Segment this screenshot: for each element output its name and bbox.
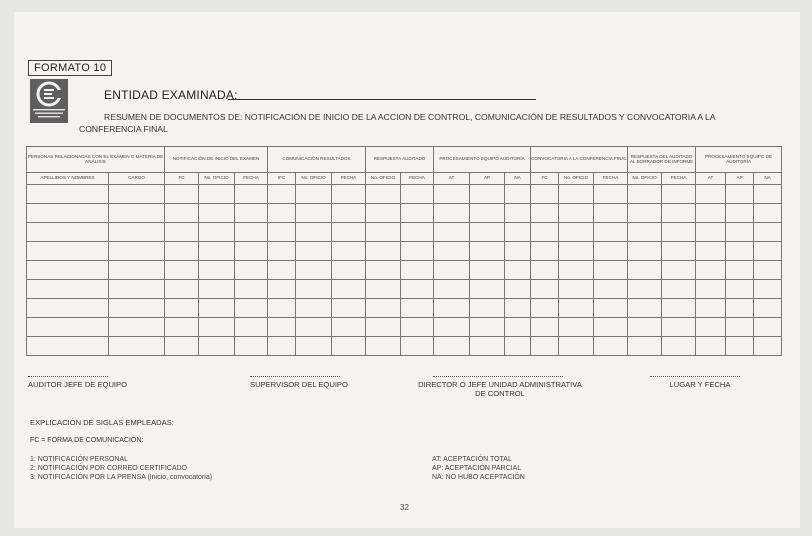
- table-cell: [199, 318, 235, 337]
- table-cell: [696, 337, 726, 356]
- table-cell: [696, 185, 726, 204]
- table-cell: [434, 261, 470, 280]
- table-cell: [434, 299, 470, 318]
- table-cell: [754, 223, 782, 242]
- table-row: [27, 337, 782, 356]
- signature-line: [28, 376, 108, 377]
- table-cell: [696, 299, 726, 318]
- table-cell: [268, 204, 296, 223]
- table-cell: [559, 223, 594, 242]
- table-cell: [109, 337, 165, 356]
- table-cell: [470, 261, 505, 280]
- table-cell: [235, 261, 268, 280]
- table-cell: [696, 223, 726, 242]
- lugar-signature: [650, 376, 760, 389]
- table-cell: [531, 280, 559, 299]
- director-label: DIRECTOR O JEFE UNIDAD ADMINISTRATIVA: [418, 380, 582, 389]
- table-cell: [109, 280, 165, 299]
- table-cell: [726, 299, 754, 318]
- table-cell: [296, 185, 332, 204]
- column-header: FECHA: [401, 173, 434, 185]
- table-cell: [401, 185, 434, 204]
- table-cell: [109, 185, 165, 204]
- table-cell: [505, 185, 531, 204]
- list-item: 2: NOTIFICACIÓN POR CORREO CERTIFICADO: [30, 465, 187, 472]
- table-cell: [662, 242, 696, 261]
- table-cell: [199, 242, 235, 261]
- table-cell: [332, 261, 366, 280]
- group-header: PROCESAMIENTO EQUIPO DE AUDITORÍA: [696, 147, 782, 173]
- table-cell: [531, 223, 559, 242]
- table-cell: [332, 242, 366, 261]
- table-cell: [754, 280, 782, 299]
- column-header: FECHA: [662, 173, 696, 185]
- table-cell: [470, 242, 505, 261]
- table-cell: [434, 242, 470, 261]
- list-item: AT: ACEPTACIÓN TOTAL: [432, 456, 512, 463]
- column-header: AP: [726, 173, 754, 185]
- table-cell: [559, 280, 594, 299]
- form-label: FORMATO 10: [28, 60, 112, 76]
- table-cell: [754, 318, 782, 337]
- table-row: [27, 185, 782, 204]
- table-cell: [662, 185, 696, 204]
- table-cell: [726, 185, 754, 204]
- table-cell: [401, 242, 434, 261]
- group-header: COMUNICACIÓN RESULTADOS: [268, 147, 366, 173]
- table-cell: [296, 318, 332, 337]
- table-cell: [662, 280, 696, 299]
- table-cell: [199, 223, 235, 242]
- table-cell: [505, 280, 531, 299]
- table-cell: [401, 337, 434, 356]
- table-cell: [332, 299, 366, 318]
- table-cell: [401, 261, 434, 280]
- column-header: NA: [505, 173, 531, 185]
- table-cell: [559, 299, 594, 318]
- table-cell: [470, 223, 505, 242]
- table-cell: [235, 318, 268, 337]
- table-cell: [199, 337, 235, 356]
- table-cell: [594, 299, 628, 318]
- table-cell: [235, 337, 268, 356]
- table-cell: [268, 280, 296, 299]
- table-cell: [505, 337, 531, 356]
- table-cell: [754, 204, 782, 223]
- table-cell: [268, 337, 296, 356]
- table-cell: [754, 299, 782, 318]
- table-cell: [628, 299, 662, 318]
- table-cell: [109, 261, 165, 280]
- table-cell: [235, 242, 268, 261]
- column-header: No. OFICIO: [199, 173, 235, 185]
- table-cell: [268, 261, 296, 280]
- table-cell: [366, 242, 401, 261]
- table-cell: [165, 204, 199, 223]
- table-cell: [199, 204, 235, 223]
- list-item: AP: ACEPTACIÓN PARCIAL: [432, 465, 522, 472]
- table-cell: [662, 261, 696, 280]
- list-item: 1: NOTIFICACIÓN PERSONAL: [30, 456, 129, 463]
- table-cell: [696, 261, 726, 280]
- auditor-signature: [28, 376, 138, 389]
- table-cell: [531, 337, 559, 356]
- column-header: AT: [696, 173, 726, 185]
- table-cell: [470, 204, 505, 223]
- table-cell: [109, 299, 165, 318]
- column-header: CARGO: [109, 173, 165, 185]
- table-cell: [366, 185, 401, 204]
- group-header: NOTIFICACIÓN DE INICIO DEL EXAMEN: [165, 147, 268, 173]
- table-cell: [235, 299, 268, 318]
- table-cell: [165, 185, 199, 204]
- column-header: No. OFICIO: [559, 173, 594, 185]
- director-signature: [405, 376, 595, 398]
- column-header: APELLIDOS Y NOMBRES: [27, 173, 109, 185]
- table-cell: [235, 280, 268, 299]
- table-cell: [332, 223, 366, 242]
- table-cell: [628, 204, 662, 223]
- table-cell: [662, 204, 696, 223]
- table-cell: [366, 299, 401, 318]
- table-row: [27, 223, 782, 242]
- table-row: [27, 261, 782, 280]
- table-cell: [594, 242, 628, 261]
- table-cell: [662, 299, 696, 318]
- explicacion-title: EXPLICACIÓN DE SIGLAS EMPLEADAS:: [30, 418, 174, 427]
- table-cell: [696, 280, 726, 299]
- contraloria-seal-icon: [30, 79, 68, 123]
- table-cell: [27, 261, 109, 280]
- notification-list: [30, 455, 212, 482]
- table-cell: [726, 223, 754, 242]
- table-cell: [109, 318, 165, 337]
- acceptance-list: [432, 455, 525, 482]
- table-cell: [531, 261, 559, 280]
- table-cell: [531, 242, 559, 261]
- table-cell: [628, 185, 662, 204]
- table-cell: [401, 280, 434, 299]
- table-cell: [401, 299, 434, 318]
- signature-line: [650, 376, 740, 377]
- group-header: PERSONAS RELACIONADAS CON EL EXAMEN O MATERIA DE ANÁLISIS: [27, 147, 165, 173]
- table-cell: [470, 280, 505, 299]
- table-row: [27, 299, 782, 318]
- list-item: 3: NOTIFICACIÓN POR LA PRENSA (Inicio, convocatoria): [30, 474, 213, 481]
- table-row: [27, 204, 782, 223]
- table-cell: [594, 204, 628, 223]
- table-cell: [531, 299, 559, 318]
- table-cell: [296, 242, 332, 261]
- table-cell: [165, 280, 199, 299]
- table-cell: [505, 204, 531, 223]
- table-cell: [754, 337, 782, 356]
- table-cell: [628, 261, 662, 280]
- column-header: NA: [754, 173, 782, 185]
- table-cell: [165, 242, 199, 261]
- table-cell: [726, 337, 754, 356]
- fc-definition: FC = FORMA DE COMUNICACIÓN:: [30, 437, 144, 444]
- column-header: IFC: [268, 173, 296, 185]
- table-cell: [199, 280, 235, 299]
- group-header: CONVOCATORIA A LA CONFERENCIA FINAL: [531, 147, 628, 173]
- table-cell: [27, 318, 109, 337]
- column-header: No. OFICIO: [628, 173, 662, 185]
- table-cell: [505, 223, 531, 242]
- table-cell: [366, 280, 401, 299]
- table-cell: [165, 299, 199, 318]
- table-cell: [268, 185, 296, 204]
- table-cell: [662, 223, 696, 242]
- supervisor-label: SUPERVISOR DEL EQUIPO: [250, 380, 348, 389]
- table-cell: [165, 337, 199, 356]
- table-cell: [199, 185, 235, 204]
- table-cell: [268, 223, 296, 242]
- table-cell: [505, 299, 531, 318]
- column-header: FECHA: [332, 173, 366, 185]
- table-cell: [109, 204, 165, 223]
- column-header: FECHA: [594, 173, 628, 185]
- table-cell: [366, 223, 401, 242]
- table-cell: [628, 318, 662, 337]
- table-cell: [726, 242, 754, 261]
- table-cell: [726, 204, 754, 223]
- table-cell: [109, 223, 165, 242]
- table-cell: [268, 242, 296, 261]
- column-header: FECHA: [235, 173, 268, 185]
- table-cell: [470, 337, 505, 356]
- table-cell: [754, 242, 782, 261]
- table-cell: [434, 223, 470, 242]
- column-header: FC: [531, 173, 559, 185]
- table-cell: [531, 204, 559, 223]
- table-row: [27, 242, 782, 261]
- auditor-label: AUDITOR JEFE DE EQUIPO: [28, 380, 128, 389]
- documents-table: [26, 146, 782, 356]
- group-header: PROCESAMIENTO EQUIPO AUDITORÍA: [434, 147, 531, 173]
- table-cell: [235, 223, 268, 242]
- table-cell: [27, 185, 109, 204]
- table-cell: [27, 280, 109, 299]
- table-cell: [434, 280, 470, 299]
- table-cell: [366, 204, 401, 223]
- table-cell: [594, 185, 628, 204]
- table-cell: [27, 299, 109, 318]
- table-cell: [235, 204, 268, 223]
- table-cell: [268, 318, 296, 337]
- table-cell: [628, 242, 662, 261]
- table-cell: [27, 337, 109, 356]
- table-cell: [662, 318, 696, 337]
- table-cell: [628, 280, 662, 299]
- table-cell: [726, 280, 754, 299]
- table-cell: [296, 280, 332, 299]
- table-cell: [696, 318, 726, 337]
- table-row: [27, 318, 782, 337]
- table-cell: [594, 337, 628, 356]
- table-cell: [726, 318, 754, 337]
- table-cell: [109, 242, 165, 261]
- table-cell: [199, 261, 235, 280]
- table-cell: [332, 204, 366, 223]
- table-cell: [505, 242, 531, 261]
- table-cell: [559, 261, 594, 280]
- lugar-label: LUGAR Y FECHA: [669, 380, 731, 389]
- column-header: No. OFICIO: [366, 173, 401, 185]
- table-cell: [505, 318, 531, 337]
- table-cell: [470, 318, 505, 337]
- table-cell: [505, 261, 531, 280]
- table-cell: [296, 261, 332, 280]
- table-cell: [296, 299, 332, 318]
- column-header: AP: [470, 173, 505, 185]
- list-item: NA: NO HUBO ACEPTACIÓN: [432, 474, 525, 481]
- column-header: FC: [165, 173, 199, 185]
- table-cell: [594, 280, 628, 299]
- group-header: RESPUESTA AUDITADO: [366, 147, 434, 173]
- table-cell: [434, 318, 470, 337]
- table-cell: [199, 299, 235, 318]
- table-cell: [165, 261, 199, 280]
- table-cell: [165, 318, 199, 337]
- table-cell: [594, 261, 628, 280]
- table-cell: [662, 337, 696, 356]
- table-cell: [332, 318, 366, 337]
- table-cell: [401, 318, 434, 337]
- table-cell: [268, 299, 296, 318]
- table-cell: [559, 318, 594, 337]
- table-cell: [754, 185, 782, 204]
- table-cell: [27, 204, 109, 223]
- table-cell: [366, 318, 401, 337]
- table-cell: [628, 223, 662, 242]
- table-cell: [434, 337, 470, 356]
- resumen-title-continued: CONFERENCIA FINAL: [79, 124, 168, 134]
- table-cell: [235, 185, 268, 204]
- table-cell: [531, 318, 559, 337]
- table-cell: [332, 185, 366, 204]
- table-cell: [332, 337, 366, 356]
- table-cell: [531, 185, 559, 204]
- table-cell: [754, 261, 782, 280]
- table-cell: [27, 242, 109, 261]
- table-cell: [434, 185, 470, 204]
- column-header: AT: [434, 173, 470, 185]
- table-cell: [296, 204, 332, 223]
- table-cell: [401, 204, 434, 223]
- signature-line: [433, 376, 563, 377]
- table-cell: [296, 337, 332, 356]
- table-cell: [332, 280, 366, 299]
- table-cell: [366, 337, 401, 356]
- table-cell: [726, 261, 754, 280]
- column-header: No. OFICIO: [296, 173, 332, 185]
- table-cell: [366, 261, 401, 280]
- table-cell: [559, 204, 594, 223]
- table-cell: [628, 337, 662, 356]
- supervisor-signature: [250, 376, 370, 389]
- table-cell: [470, 185, 505, 204]
- entidad-input-line: [228, 99, 536, 100]
- table-cell: [27, 223, 109, 242]
- table-cell: [594, 318, 628, 337]
- table-cell: [559, 242, 594, 261]
- signature-line: [250, 376, 340, 377]
- page-number: 32: [400, 503, 409, 512]
- table-cell: [470, 299, 505, 318]
- table-cell: [594, 223, 628, 242]
- table-cell: [401, 223, 434, 242]
- group-header: RESPUESTA DEL AUDITADO AL BORRADOR DE INFORME: [628, 147, 696, 173]
- table-cell: [559, 337, 594, 356]
- table-cell: [696, 204, 726, 223]
- table-cell: [165, 223, 199, 242]
- entidad-label: ENTIDAD EXAMINADA:: [104, 88, 238, 102]
- table-cell: [434, 204, 470, 223]
- resumen-title: RESUMEN DE DOCUMENTOS DE: NOTIFICACIÓN DE INICIO DE LA ACCION DE CONTROL, COMUNICACIÓN DE RESULTADOS Y CONVOCATORIA A LA: [104, 112, 716, 122]
- table-cell: [696, 242, 726, 261]
- table-cell: [559, 185, 594, 204]
- table-cell: [296, 223, 332, 242]
- director-label-continued: DE CONTROL: [475, 389, 525, 398]
- table-body: [27, 185, 782, 356]
- table-row: [27, 280, 782, 299]
